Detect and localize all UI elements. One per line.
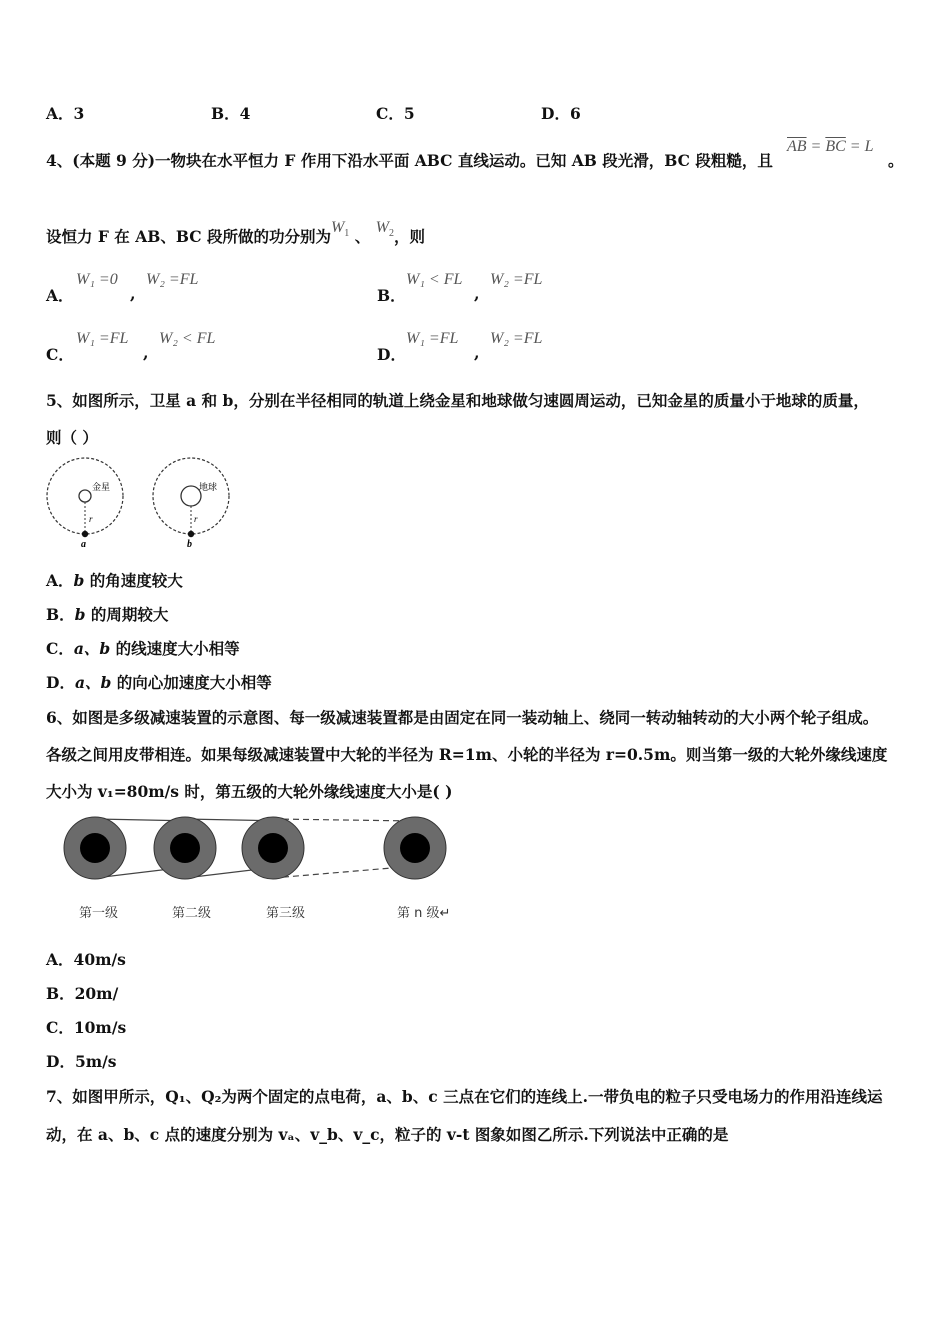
q5-stem-line2: 则（ ）: [46, 428, 98, 447]
q4-option-c: C．: [46, 345, 74, 364]
satellite-b-label: b: [187, 539, 192, 550]
q6-option-c: C．10m/s: [46, 1018, 127, 1037]
pulley-1: [64, 817, 126, 879]
q5-option-c: C．a、b 的线速度大小相等: [46, 639, 240, 658]
q4-option-c-eq2: W₂ < FL: [159, 330, 216, 347]
stage-n-label: 第 n 级↵: [397, 906, 451, 921]
q6-option-b: B．20m/: [46, 984, 119, 1003]
radius-label-left: r: [89, 514, 93, 524]
q5-stem-line1: 5、如图所示，卫星 a 和 b，分别在半径相同的轨道上绕金星和地球做匀速圆周运动，已知金星的质量小于地球的质量，: [46, 391, 869, 410]
satellite-a-label: a: [81, 539, 86, 550]
stage-2-label: 第二级: [172, 906, 212, 921]
q4-option-c-eq1: W₁ =FL: [76, 330, 129, 347]
q4-option-a-eq1: W₁ =0: [76, 271, 118, 288]
q5-orbit-figure: [40, 455, 240, 555]
q4-option-b: B．: [377, 286, 406, 305]
q4-period: 。: [888, 151, 904, 170]
q6-option-a: A．40m/s: [46, 950, 126, 969]
pulley-2: [154, 817, 216, 879]
stage-1-label: 第一级: [79, 906, 119, 921]
q6-option-d: D．5m/s: [46, 1052, 117, 1071]
q3-option-a: A．3: [46, 104, 85, 123]
q4-option-d: D．: [377, 345, 406, 364]
q4-option-b-eq1: W₁ < FL: [406, 271, 463, 288]
q4-option-a-eq2: W₂ =FL: [146, 271, 199, 288]
q6-stem-line3: 大小为 v₁=80m/s 时，第五级的大轮外缘线速度大小是( ): [46, 782, 453, 801]
q7-stem-line2: 动，在 a、b、c 点的速度分别为 vₐ、v_b、v_c，粒子的 v-t 图象如图乙所示.下列说法中正确的是: [46, 1125, 729, 1144]
q4-option-d-eq1: W₁ =FL: [406, 330, 459, 347]
q5-option-d: D．a、b 的向心加速度大小相等: [46, 673, 272, 692]
earth-label: 地球: [199, 483, 218, 493]
q3-option-d: D．6: [541, 104, 581, 123]
q4-stem-line2: 设恒力 F 在 AB、BC 段所做的功分别为$W_1$ 、 $W_2$，则: [46, 219, 425, 246]
q6-pulley-figure: [55, 812, 465, 927]
pulley-n: [384, 817, 446, 879]
q3-option-b: B．4: [211, 104, 251, 123]
stage-3-label: 第三级: [266, 906, 306, 921]
q6-stem-line1: 6、如图是多级减速装置的示意图、每一级减速装置都是由固定在同一装动轴上、绕同一转动轴转动的大小两个轮子组成。: [46, 708, 879, 727]
q6-stem-line2: 各级之间用皮带相连。如果每级减速装置中大轮的半径为 R=1m、小轮的半径为 r=0.5m。则当第一级的大轮外缘线速度: [46, 745, 888, 764]
q4-equation: $\overline{AB} = \overline{BC} = L$: [787, 138, 874, 155]
pulley-3: [242, 817, 304, 879]
q7-stem-line1: 7、如图甲所示，Q₁、Q₂为两个固定的点电荷，a、b、c 三点在它们的连线上.一带负电的粒子只受电场力的作用沿连线运: [46, 1087, 883, 1106]
radius-label-right: r: [194, 514, 198, 524]
q3-option-c: C．5: [376, 104, 415, 123]
q5-option-a: A．b 的角速度较大: [46, 571, 183, 590]
q4-stem-line1: 4、(本题 9 分)一物块在水平恒力 F 作用下沿水平面 ABC 直线运动。已知 AB 段光滑，BC 段粗糙，且: [46, 151, 773, 170]
q4-option-b-eq2: W₂ =FL: [490, 271, 543, 288]
venus-label: 金星: [92, 483, 111, 493]
q4-option-a: A．: [46, 286, 74, 305]
q5-option-b: B．b 的周期较大: [46, 605, 169, 624]
q4-option-d-eq2: W₂ =FL: [490, 330, 543, 347]
